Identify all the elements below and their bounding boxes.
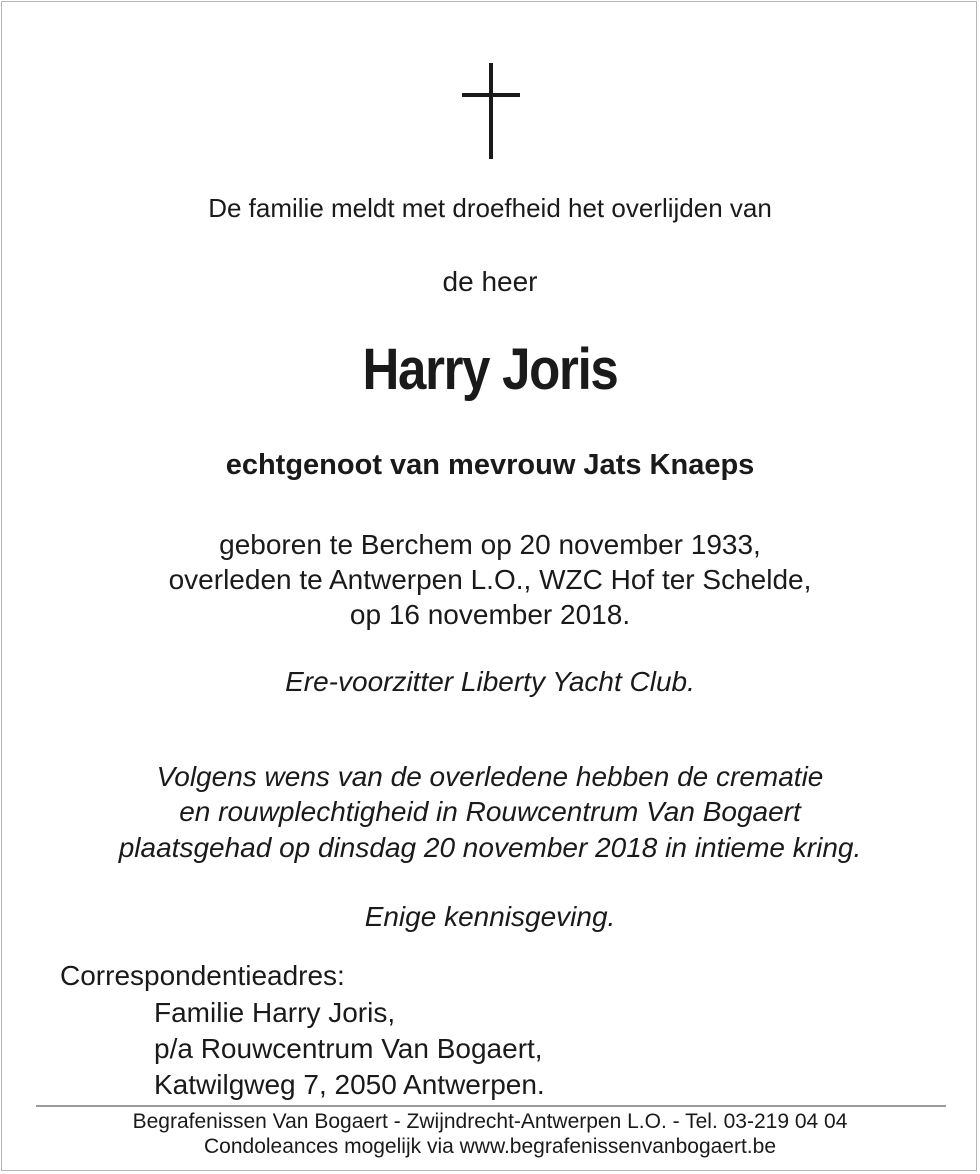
death-place-line: overleden te Antwerpen L.O., WZC Hof ter Schelde,: [168, 564, 812, 595]
footer-divider: [36, 1105, 946, 1107]
spouse-line: echtgenoot van mevrouw Jats Knaeps: [225, 449, 755, 481]
ceremony-line: plaatsgehad op dinsdag 20 november 2018 in intieme kring.: [118, 832, 862, 863]
cross-icon: [462, 63, 520, 159]
deceased-name: Harry Joris: [362, 337, 618, 402]
address-line: Katwilgweg 7, 2050 Antwerpen.: [154, 1069, 545, 1100]
honorary-title: Ere-voorzitter Liberty Yacht Club.: [285, 666, 695, 697]
birth-line: geboren te Berchem op 20 november 1933,: [219, 529, 761, 560]
honorific: de heer: [442, 266, 538, 297]
intro-text: De familie meldt met droefheid het overlijden van: [208, 193, 772, 223]
address-line: Familie Harry Joris,: [154, 997, 396, 1028]
death-date-line: op 16 november 2018.: [349, 599, 631, 630]
ceremony-line: Volgens wens van de overledene hebben de crematie: [156, 761, 824, 792]
ceremony-line: en rouwplechtigheid in Rouwcentrum Van Bogaert: [179, 796, 801, 827]
notice-text: Enige kennisgeving.: [364, 901, 616, 932]
footer-condolences: Condoleances mogelijk via www.begrafenissenvanbogaert.be: [203, 1135, 776, 1158]
address-line: p/a Rouwcentrum Van Bogaert,: [154, 1033, 543, 1064]
footer-contact: Begrafenissen Van Bogaert - Zwijndrecht-Antwerpen L.O. - Tel. 03-219 04 04: [132, 1110, 848, 1133]
correspondence-label: Correspondentieadres:: [60, 960, 345, 991]
